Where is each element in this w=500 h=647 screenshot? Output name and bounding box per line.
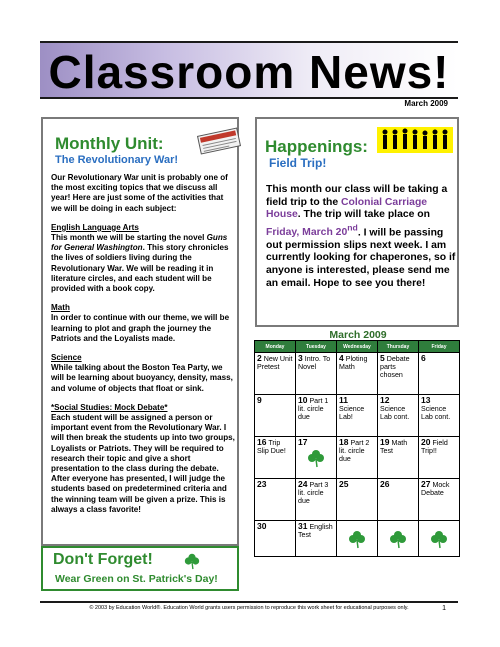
calendar-day-number: 17 [298,437,308,447]
unit-heading: Monthly Unit: [55,134,164,153]
calendar-day-cell [255,479,296,521]
happenings-heading: Happenings: [265,137,368,156]
dont-forget-text: Wear Green on St. Patrick's Day! [55,573,218,585]
science-section [51,353,235,394]
ela-text-2: . This story chronicles the lives of soldiers living during the Revolutionary War. We will be reading it in literature circles, and each student will be provided with a book copy. [51,243,229,294]
happenings-box [255,117,459,327]
calendar-week-row [255,353,460,395]
ela-heading: English Language Arts [51,222,139,232]
calendar-day-cell [296,437,337,479]
calendar-title: March 2009 [329,329,387,341]
calendar-day-cell [337,521,378,557]
calendar-day-event: Part 2 lit. circle due [339,439,370,463]
dont-forget-box [41,546,239,591]
calendar-day-number: 4 [339,353,344,363]
math-section [51,303,235,344]
unit-body [51,173,235,524]
ela-text-1: This month we will be starting the novel [51,233,207,243]
masthead [40,41,458,97]
calendar-day-cell [378,479,419,521]
calendar-day-number: 16 [257,437,267,447]
calendar-day-event: Science Lab! [339,405,365,421]
calendar-day-number: 30 [257,521,267,531]
shamrock-icon [183,552,201,570]
calendar-day-header: Friday [419,341,460,353]
happenings-body [266,184,456,290]
shamrock-icon [388,529,408,549]
calendar-day-event: Ploting Math [339,355,368,371]
happenings-text-3: . I will be passing out permission slips next week. I am currently looking for chaperones, so if anyone is interested, please send me an email. Hope to see you there! [266,227,456,289]
calendar-week-row [255,437,460,479]
ela-section [51,223,235,294]
calendar-day-number: 18 [339,437,349,447]
calendar-day-number: 5 [380,353,385,363]
calendar-day-event: Part 1 lit. circle due [298,397,329,421]
calendar-day-header: Thursday [378,341,419,353]
calendar-day-event: New Unit Pretest [257,355,293,371]
happenings-text-1: This month our class will be taking a field trip to the [266,184,448,208]
calendar-day-cell [296,479,337,521]
calendar-day-cell [255,395,296,437]
calendar-day-event: Math Test [380,439,408,455]
calendar-day-cell [419,521,460,557]
calendar-day-header: Wednesday [337,341,378,353]
calendar-day-cell [419,395,460,437]
calendar-day-event: Debate parts chosen [380,355,410,379]
calendar-day-cell [378,353,419,395]
calendar-day-number: 9 [257,395,262,405]
novel-title: Guns for General Washington [51,233,228,253]
calendar-day-cell [255,521,296,557]
happenings-subtitle: Field Trip! [269,156,327,170]
calendar-day-cell [296,395,337,437]
social-heading: *Social Studies: Mock Debate* [51,402,168,412]
calendar-day-number: 19 [380,437,390,447]
social-text: Each student will be assigned a person or important event from the Revolutionary War. I will then break the students up into two groups, Loyalists or Patriots. They will be required to research their topic and give a short presentation to the class during the debate. After everyone has presented, I will judge the students based on predetermined criteria and the winning team will be given a prize. This is always a class favorite! [51,413,235,514]
calendar-day-event: Intro. To Novel [298,355,331,371]
copyright-text: © 2003 by Education World®. Education World grants users permission to reproduce this work sheet for educational purposes only. [89,605,409,611]
calendar-day-event: Mock Debate [421,481,450,497]
date-bar [40,97,458,107]
calendar-day-event: Science Lab cont. [380,405,410,421]
calendar-day-cell [337,353,378,395]
calendar-day-number: 27 [421,479,431,489]
calendar-day-cell [296,353,337,395]
calendar-day-number: 26 [380,479,390,489]
unit-intro: Our Revolutionary War unit is probably one of the most exciting topics that we discuss all year! Here are just some of the activities that we will be doing in each subject: [51,173,228,213]
calendar-day-number: 25 [339,479,349,489]
calendar-day-cell [255,353,296,395]
calendar-week-row [255,479,460,521]
calendar-day-number: 10 [298,395,308,405]
math-heading: Math [51,303,70,313]
calendar-day-number: 2 [257,353,262,363]
calendar-day-header: Tuesday [296,341,337,353]
calendar-day-event: English Test [298,523,333,539]
calendar-day-cell [296,521,337,557]
social-section [51,403,235,515]
calendar-day-number: 3 [298,353,303,363]
monthly-unit-box [41,117,239,546]
calendar-day-number: 24 [298,479,308,489]
calendar-day-cell [419,479,460,521]
dont-forget-title: Don't Forget! [53,551,153,568]
page-number: 1 [442,605,446,612]
calendar-day-event: Science Lab cont. [421,405,451,421]
footer [40,601,458,621]
calendar-day-header: Monday [255,341,296,353]
calendar-day-cell [337,437,378,479]
calendar-week-row [255,395,460,437]
calendar-day-number: 6 [421,353,426,363]
calendar-day-cell [419,437,460,479]
field-trip-date-text: Friday, March 20 [266,227,348,239]
calendar-day-number: 20 [421,437,431,447]
science-heading: Science [51,353,82,363]
field-trip-date [266,222,358,239]
happenings-text-2: . The trip will take place on [297,209,430,221]
calendar-day-event: Field Trip!! [421,439,448,455]
shamrock-icon [347,529,367,549]
calendar-day-event: Trip Slip Due! [257,439,286,455]
shamrock-icon [306,448,326,468]
calendar-day-event: Part 3 lit. circle due [298,481,329,505]
unit-subtitle: The Revolutionary War! [55,154,179,166]
math-text: In order to continue with our theme, we will be learning to plot and graph the journey the Patriots and the Loyalists made. [51,313,230,343]
calendar-week-row [255,521,460,557]
calendar-day-cell [378,437,419,479]
newsletter-title: Classroom News! [48,46,450,98]
calendar-day-number: 12 [380,395,390,405]
shamrock-icon [429,529,449,549]
calendar-day-cell [337,395,378,437]
calendar-day-cell [419,353,460,395]
field-trip-date-suffix: nd [347,222,358,233]
calendar-day-cell [337,479,378,521]
calendar-day-cell [378,395,419,437]
people-silhouettes-icon [377,127,453,153]
science-text: While talking about the Boston Tea Party, we will be learning about buoyancy, density, mass, and volume of objects that float or sink. [51,363,233,393]
field-trip-place: Colonial Carriage House [266,196,428,221]
calendar-day-cell [255,437,296,479]
calendar-day-number: 23 [257,479,267,489]
education-news-newspaper-icon [193,127,245,155]
issue-date: March 2009 [404,99,448,108]
calendar-day-number: 13 [421,395,431,405]
calendar-table [254,340,460,557]
calendar-day-cell [378,521,419,557]
calendar-day-number: 11 [339,395,348,405]
calendar-day-number: 31 [298,521,308,531]
